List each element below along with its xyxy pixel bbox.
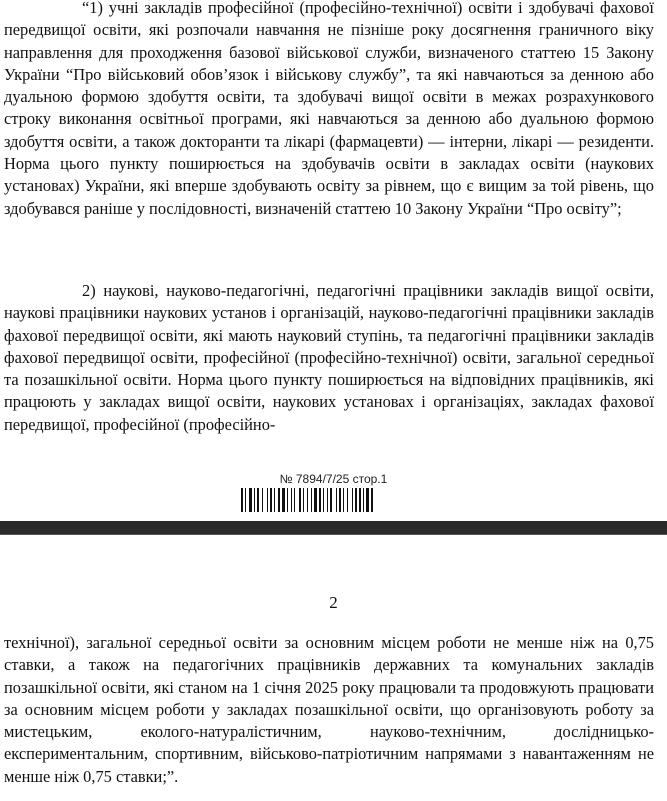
- barcode-bar: [270, 488, 272, 512]
- barcode-bar: [307, 488, 308, 512]
- barcode-bar: [267, 488, 268, 512]
- barcode-bar: [352, 488, 353, 512]
- barcode-bar: [278, 488, 280, 512]
- barcode-bar: [249, 488, 252, 512]
- barcode-bar: [319, 488, 321, 512]
- barcode-bar: [287, 488, 288, 512]
- barcode-bar: [245, 488, 246, 512]
- barcode-bar: [303, 488, 304, 512]
- barcode-bar: [282, 488, 285, 512]
- page-divider: [0, 521, 667, 535]
- barcode-bar: [371, 488, 373, 512]
- barcode-bar: [314, 488, 317, 512]
- barcode-bar: [241, 488, 243, 512]
- paragraph-1: “1) учні закладів професійної (професійно-технічної) освіти і здобувачі фахової передвищої освіти, які розпочали навчання не пізніше року досягнення граничного віку направлення для проходження базової військової служби, визначеного статтею 15 Закону України “Про військовий обов’язок і військову службу”, та які навчаються за денною або дуальною формою здобуття освіти, та здобувачі вищої освіти в межах розрахункового строку виконання освітньої програми, які навчаються за денною або дуальною формою здобуття освіти, а також докторанти та лікарі (фармацевти) — інтерни, лікарі — резиденти. Норма цього пункту поширюється на здобувачів освіти в закладах освіти (наукових установах) України, які вперше здобувають освіту за рівнем, що є вищим за той рівень, що здобувався раніше у послідовності, визначеній статтею 10 Закону України “Про освіту”;: [4, 0, 654, 218]
- barcode-bar: [363, 488, 364, 512]
- barcode-bar: [327, 488, 328, 512]
- barcode-bar: [343, 488, 344, 512]
- barcode-bar: [339, 488, 341, 512]
- page-number: 2: [329, 593, 338, 612]
- registration-number: № 7894/7/25 стор.1: [279, 472, 388, 486]
- barcode-bar: [355, 488, 357, 512]
- barcode-bar: [359, 488, 361, 512]
- barcode-bar: [291, 488, 292, 512]
- paragraph-3: технічної), загальної середньої освіти за основним місцем роботи не менше ніж на 0,75 ставки, а також на педагогічних працівників державних та комунальних закладів позашкільної освіти, які станом на 1 січня 2025 року працювали та продовжують працювати за основним місцем роботи у закладах позашкільної освіти, що організовують роботу за мистецьким, еколого-натуралістичним, науково-технічним, дослідницько-експериментальним, спортивним, військово-патріотичним напрямами з навантаженням не менше ніж 0,75 ставки;”.: [4, 633, 654, 786]
- barcode-bar: [366, 488, 369, 512]
- barcode-bar: [257, 488, 259, 512]
- barcode: [241, 488, 421, 512]
- barcode-bar: [274, 488, 275, 512]
- barcode-bar: [311, 488, 312, 512]
- barcode-bar: [330, 488, 332, 512]
- paragraph-2: 2) наукові, науково-педагогічні, педагогічні працівники закладів вищої освіти, наукові працівники наукових установ і організацій, науково-педагогічні працівники закладів фахової передвищої освіти, які мають науковий ступінь, та педагогічні працівники закладів фахової передвищої освіти, професійної (професійно-технічної) освіти, загальної середньої та позашкільної освіти. Норма цього пункту поширюється на відповідних працівників, які працюють у закладах вищої освіти, наукових установах і організаціях, закладах фахової передвищої, професійної (професійно-: [4, 281, 654, 434]
- barcode-bar: [336, 488, 337, 512]
- barcode-bar: [323, 488, 324, 512]
- barcode-bar: [299, 488, 301, 512]
- barcode-bar: [254, 488, 255, 512]
- barcode-bar: [347, 488, 348, 512]
- barcode-bar: [294, 488, 295, 512]
- barcode-bar: [262, 488, 263, 512]
